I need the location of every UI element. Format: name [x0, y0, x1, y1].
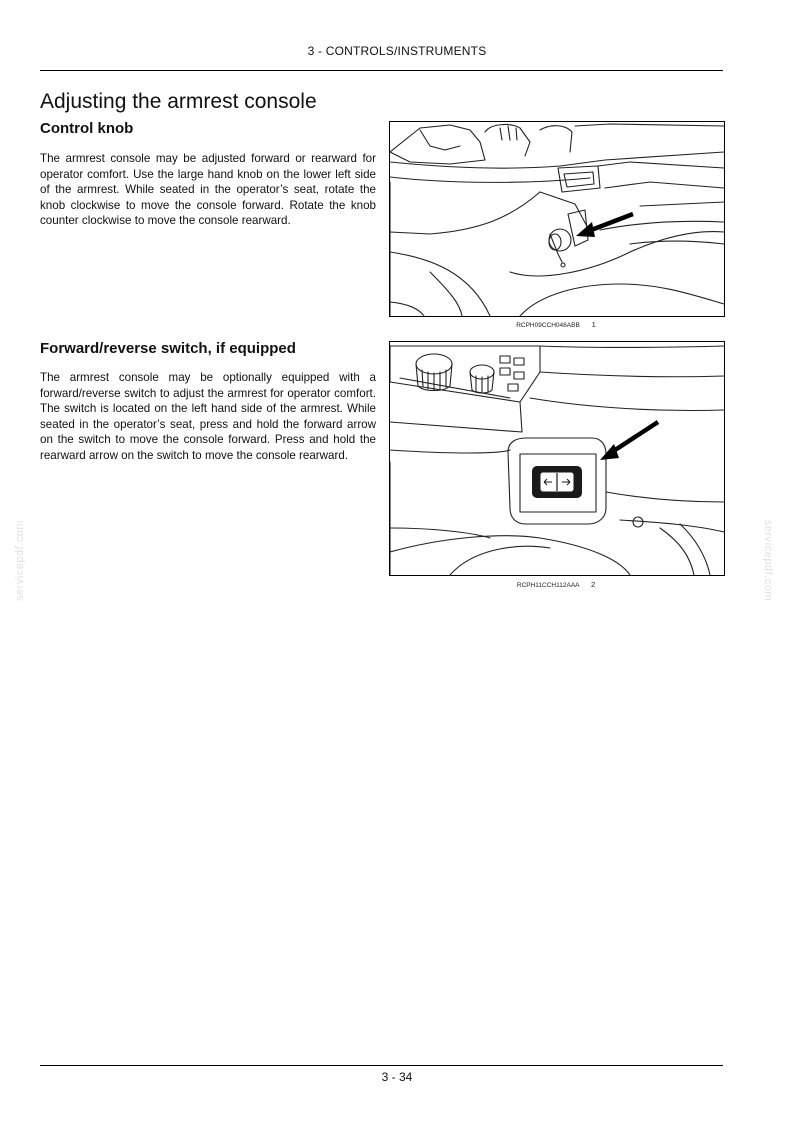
page-number: 3 - 34: [381, 1070, 413, 1084]
figure-number: 1: [591, 320, 596, 329]
figure-code: RCPH11CCH112AAA: [516, 582, 580, 589]
section-text-forward-reverse-switch: The armrest console may be optionally equipped with a forward/reverse switch to adjust the armrest for operator comfort. The switch is located on the left hand side of the armrest. While seated in the operator’s seat, press and hold the forward arrow on the switch to move the console forward. Press and hold the rearward arrow on the switch to move the console rearward.: [40, 371, 376, 462]
section-heading-control-knob: Control knob: [40, 120, 134, 137]
section-text-control-knob: The armrest console may be adjusted forward or rearward for operator comfort. Use the large hand knob on the lower left side of the armrest. While seated in the operator’s seat, rotate the knob clockwise to move the console forward. Rotate the knob counter clockwise to move the console rearward.: [40, 152, 376, 227]
armrest-knob-illustration: [390, 122, 724, 316]
figure-control-knob: [389, 121, 725, 317]
figure-caption-2: [389, 580, 723, 589]
armrest-switch-illustration: [390, 342, 724, 575]
footer-rule: [40, 1065, 723, 1066]
figure-number: 2: [590, 580, 596, 589]
running-header: 3 - CONTROLS/INSTRUMENTS: [307, 44, 487, 58]
figure-caption-1: [389, 320, 723, 329]
header-rule: [40, 70, 723, 71]
page-title: Adjusting the armrest console: [40, 90, 317, 113]
section-heading-forward-reverse-switch: Forward/reverse switch, if equipped: [40, 340, 296, 357]
watermark-left: servicepdf.com: [14, 520, 26, 601]
watermark-right: servicepdf.com: [762, 520, 774, 601]
figure-code: RCPH09CCH048ABB: [516, 322, 580, 329]
figure-forward-reverse-switch: [389, 341, 725, 576]
